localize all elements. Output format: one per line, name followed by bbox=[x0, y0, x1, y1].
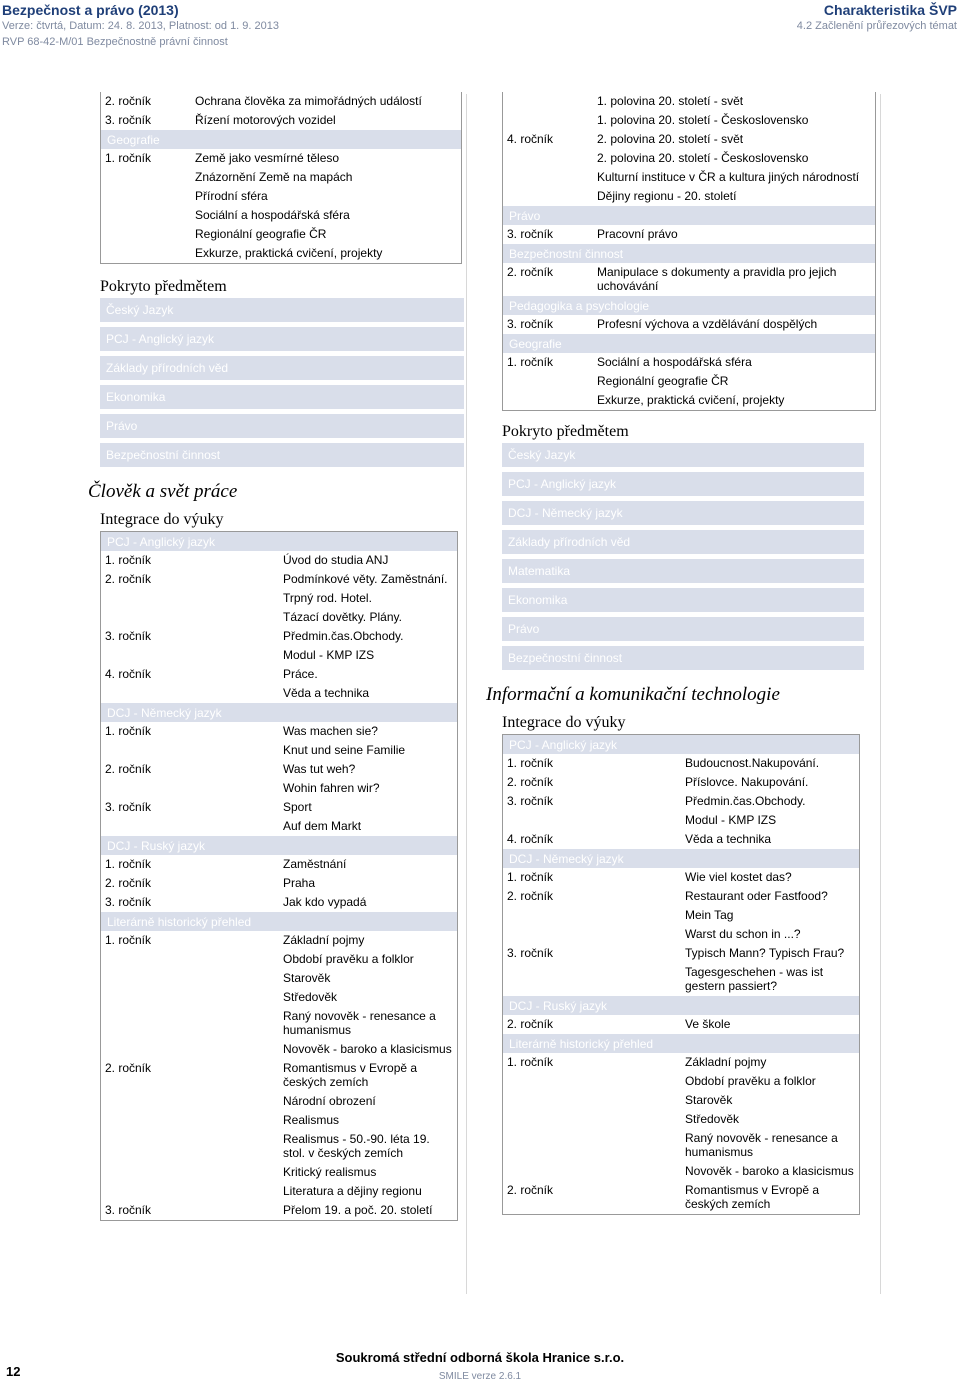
topic-cell: Auf dem Markt bbox=[283, 819, 362, 833]
year-cell: 2. ročník bbox=[507, 775, 554, 789]
year-cell: 2. ročník bbox=[105, 876, 152, 890]
table-row bbox=[101, 225, 462, 244]
year-cell bbox=[503, 811, 682, 830]
topic-cell: Realismus bbox=[283, 1113, 340, 1127]
year-cell bbox=[101, 1182, 280, 1201]
year-cell: 2. ročník bbox=[507, 265, 554, 279]
pokryto-heading: Pokryto předmětem bbox=[502, 423, 629, 440]
topic-cell: Kulturní instituce v ČR a kultura jiných národností bbox=[597, 170, 860, 184]
topic-cell: Věda a technika bbox=[685, 832, 772, 846]
topic-cell: Starověk bbox=[685, 1093, 733, 1107]
year-cell: 2. ročník bbox=[507, 1017, 554, 1031]
pokryto-list bbox=[100, 298, 464, 467]
year-cell bbox=[101, 817, 280, 836]
subject-band bbox=[503, 996, 860, 1015]
topic-cell: Přírodní sféra bbox=[195, 189, 268, 203]
topic-cell: Restaurant oder Fastfood? bbox=[685, 889, 828, 903]
table-row bbox=[503, 754, 860, 773]
year-cell: 2. ročník bbox=[105, 572, 152, 586]
subject-band-label: DCJ - Ruský jazyk bbox=[503, 996, 860, 1015]
program-line: RVP 68-42-M/01 Bezpečnostně právní činnost bbox=[2, 36, 228, 48]
subject-band bbox=[503, 244, 876, 263]
topic-cell: Předmin.čas.Obchody. bbox=[283, 629, 404, 643]
table-row bbox=[101, 1092, 458, 1111]
subject-band bbox=[101, 532, 458, 552]
integration-table bbox=[502, 734, 860, 1215]
topic-cell: Modul - KMP IZS bbox=[685, 813, 777, 827]
year-cell: 3. ročník bbox=[507, 794, 554, 808]
year-cell: 1. ročník bbox=[507, 355, 554, 369]
page-number: 12 bbox=[6, 1364, 21, 1379]
year-cell bbox=[101, 1111, 280, 1130]
subject-band bbox=[101, 912, 458, 931]
topic-cell: Řízení motorových vozidel bbox=[195, 113, 336, 127]
table-row bbox=[101, 931, 458, 950]
subject-band-label: PCJ - Anglický jazyk bbox=[101, 532, 458, 552]
document-title: Bezpečnost a právo (2013) bbox=[2, 2, 179, 18]
year-cell: 1. ročník bbox=[507, 756, 554, 770]
year-cell: 1. ročník bbox=[507, 870, 554, 884]
subject-chip: Ekonomika bbox=[100, 385, 464, 409]
table-row bbox=[503, 92, 876, 111]
topic-cell: Středověk bbox=[283, 990, 338, 1004]
table-row bbox=[101, 779, 458, 798]
integrace-heading: Integrace do výuky bbox=[100, 511, 224, 528]
topic-cell: Exkurze, praktická cvičení, projekty bbox=[597, 393, 785, 407]
year-cell bbox=[101, 1040, 280, 1059]
subject-chip: Český Jazyk bbox=[502, 443, 864, 467]
table-row bbox=[503, 111, 876, 130]
subject-chip: Ekonomika bbox=[502, 588, 864, 612]
table-row bbox=[101, 798, 458, 817]
year-cell: 3. ročník bbox=[105, 629, 152, 643]
year-cell bbox=[101, 589, 280, 608]
year-cell bbox=[503, 149, 594, 168]
year-cell bbox=[101, 608, 280, 627]
year-cell bbox=[503, 1110, 682, 1129]
table-row bbox=[101, 111, 462, 130]
subject-chip: PCJ - Anglický jazyk bbox=[502, 472, 864, 496]
continued-table bbox=[502, 92, 876, 411]
subject-chip: Matematika bbox=[502, 559, 864, 583]
table-row bbox=[101, 855, 458, 874]
topic-cell: Dějiny regionu - 20. století bbox=[597, 189, 737, 203]
topic-cell: Modul - KMP IZS bbox=[283, 648, 375, 662]
table-row bbox=[503, 773, 860, 792]
year-cell: 3. ročník bbox=[507, 317, 554, 331]
table-row bbox=[503, 1162, 860, 1181]
table-row bbox=[503, 1110, 860, 1129]
section-header-title: Charakteristika ŠVP bbox=[823, 2, 957, 18]
year-cell: 1. ročník bbox=[105, 724, 152, 738]
topic-cell: Wie viel kostet das? bbox=[685, 870, 792, 884]
table-row bbox=[503, 168, 876, 187]
topic-cell: Ve škole bbox=[685, 1017, 731, 1031]
year-cell bbox=[503, 111, 594, 130]
topic-cell: Sociální a hospodářská sféra bbox=[597, 355, 752, 369]
table-row bbox=[503, 1181, 860, 1215]
year-cell: 3. ročník bbox=[507, 946, 554, 960]
year-cell: 3. ročník bbox=[507, 227, 554, 241]
table-row bbox=[101, 988, 458, 1007]
table-row bbox=[101, 244, 462, 264]
year-cell: 2. ročník bbox=[105, 94, 152, 108]
table-row bbox=[503, 830, 860, 849]
topic-cell: Raný novověk - renesance a humanismus bbox=[685, 1131, 838, 1159]
continued-table bbox=[100, 92, 462, 264]
table-row bbox=[101, 1163, 458, 1182]
year-cell bbox=[503, 1162, 682, 1181]
topic-cell: Předmin.čas.Obchody. bbox=[685, 794, 806, 808]
topic-cell: Manipulace s dokumenty a pravidla pro jejich uchovávání bbox=[597, 265, 837, 293]
year-cell bbox=[101, 646, 280, 665]
table-row bbox=[503, 225, 876, 244]
subject-band bbox=[503, 206, 876, 225]
table-row bbox=[101, 722, 458, 741]
subject-chip: Právo bbox=[502, 617, 864, 641]
topic-cell: Was tut weh? bbox=[283, 762, 356, 776]
column-divider bbox=[880, 94, 881, 1294]
table-row bbox=[101, 1111, 458, 1130]
topic-cell: Přelom 19. a poč. 20. století bbox=[283, 1203, 433, 1217]
topic-cell: Realismus - 50.-90. léta 19. stol. v českých zemích bbox=[283, 1132, 430, 1160]
topic-cell: Regionální geografie ČR bbox=[597, 374, 729, 388]
table-row bbox=[503, 263, 876, 296]
year-cell bbox=[101, 1007, 280, 1040]
table-row bbox=[503, 372, 876, 391]
year-cell bbox=[101, 206, 192, 225]
year-cell bbox=[101, 1163, 280, 1182]
integrace-heading: Integrace do výuky bbox=[502, 714, 626, 731]
year-cell bbox=[101, 168, 192, 187]
subject-chip: Základy přírodních věd bbox=[502, 530, 864, 554]
year-cell bbox=[503, 391, 594, 411]
year-cell: 2. ročník bbox=[105, 1061, 152, 1075]
subject-chip: Český Jazyk bbox=[100, 298, 464, 322]
subject-band-label: DCJ - Německý jazyk bbox=[503, 849, 860, 868]
subject-chip: Bezpečnostní činnost bbox=[502, 646, 864, 670]
table-row bbox=[101, 817, 458, 836]
table-row bbox=[101, 893, 458, 912]
year-cell bbox=[503, 1072, 682, 1091]
table-row bbox=[503, 925, 860, 944]
year-cell: 2. ročník bbox=[105, 762, 152, 776]
year-cell: 1. ročník bbox=[507, 1055, 554, 1069]
year-cell: 2. ročník bbox=[507, 1183, 554, 1197]
year-cell bbox=[101, 244, 192, 264]
year-cell bbox=[101, 779, 280, 798]
version-line: Verze: čtvrtá, Datum: 24. 8. 2013, Platnost: od 1. 9. 2013 bbox=[2, 20, 279, 32]
software-version: SMILE verze 2.6.1 bbox=[438, 1371, 522, 1382]
topic-cell: Sociální a hospodářská sféra bbox=[195, 208, 350, 222]
topic-cell: Was machen sie? bbox=[283, 724, 378, 738]
subject-band-label: DCJ - Německý jazyk bbox=[101, 703, 458, 722]
year-cell bbox=[503, 168, 594, 187]
subject-band-label: DCJ - Ruský jazyk bbox=[101, 836, 458, 855]
subject-band bbox=[503, 1034, 860, 1053]
year-cell bbox=[503, 372, 594, 391]
table-row bbox=[101, 168, 462, 187]
subject-band-label: PCJ - Anglický jazyk bbox=[503, 735, 860, 755]
table-row bbox=[503, 792, 860, 811]
year-cell: 3. ročník bbox=[105, 800, 152, 814]
subject-band bbox=[101, 130, 462, 149]
table-row bbox=[101, 149, 462, 168]
left-column bbox=[88, 92, 464, 1221]
table-row bbox=[101, 608, 458, 627]
section-title: Informační a komunikační technologie bbox=[486, 684, 780, 705]
topic-cell: Zaměstnání bbox=[283, 857, 347, 871]
topic-cell: Warst du schon in ...? bbox=[685, 927, 801, 941]
topic-cell: 2. polovina 20. století - Československo bbox=[597, 151, 809, 165]
year-cell: 1. ročník bbox=[105, 553, 152, 567]
table-row bbox=[101, 741, 458, 760]
topic-cell: Knut und seine Familie bbox=[283, 743, 406, 757]
table-row bbox=[503, 353, 876, 372]
table-row bbox=[503, 944, 860, 963]
year-cell: 1. ročník bbox=[105, 857, 152, 871]
topic-cell: Wohin fahren wir? bbox=[283, 781, 380, 795]
topic-cell: Ochrana člověka za mimořádných událostí bbox=[195, 94, 422, 108]
topic-cell: Základní pojmy bbox=[685, 1055, 767, 1069]
subject-band-label: Literárně historický přehled bbox=[503, 1034, 860, 1053]
subject-band-label: Geografie bbox=[503, 334, 876, 353]
topic-cell: Pracovní právo bbox=[597, 227, 678, 241]
topic-cell: Příslovce. Nakupování. bbox=[685, 775, 809, 789]
table-row bbox=[101, 969, 458, 988]
topic-cell: Úvod do studia ANJ bbox=[283, 553, 389, 567]
year-cell bbox=[101, 969, 280, 988]
table-row bbox=[101, 874, 458, 893]
subject-chip: Bezpečnostní činnost bbox=[100, 443, 464, 467]
column-divider bbox=[466, 94, 467, 1294]
table-row bbox=[503, 1053, 860, 1072]
table-row bbox=[503, 149, 876, 168]
topic-cell: Trpný rod. Hotel. bbox=[283, 591, 372, 605]
subject-chip: PCJ - Anglický jazyk bbox=[100, 327, 464, 351]
topic-cell: Tagesgeschehen - was ist gestern passiert? bbox=[685, 965, 824, 993]
topic-cell: Romantismus v Evropě a českých zemích bbox=[685, 1183, 820, 1211]
right-column bbox=[486, 92, 880, 1215]
table-row bbox=[101, 1182, 458, 1201]
year-cell: 4. ročník bbox=[105, 667, 152, 681]
year-cell bbox=[503, 187, 594, 206]
year-cell bbox=[503, 92, 594, 111]
table-row bbox=[503, 1091, 860, 1110]
table-row bbox=[503, 315, 876, 334]
year-cell bbox=[101, 950, 280, 969]
table-row bbox=[101, 589, 458, 608]
topic-cell: Typisch Mann? Typisch Frau? bbox=[685, 946, 845, 960]
topic-cell: Práce. bbox=[283, 667, 318, 681]
subject-band bbox=[503, 334, 876, 353]
table-row bbox=[101, 1130, 458, 1163]
subject-band bbox=[503, 296, 876, 315]
topic-cell: Regionální geografie ČR bbox=[195, 227, 327, 241]
table-row bbox=[503, 187, 876, 206]
table-row bbox=[101, 627, 458, 646]
topic-cell: Novověk - baroko a klasicismus bbox=[283, 1042, 452, 1056]
subject-band-label: Bezpečnostní činnost bbox=[503, 244, 876, 263]
year-cell bbox=[101, 741, 280, 760]
topic-cell: 1. polovina 20. století - Československo bbox=[597, 113, 809, 127]
table-row bbox=[101, 551, 458, 570]
subject-band bbox=[503, 735, 860, 755]
topic-cell: Romantismus v Evropě a českých zemích bbox=[283, 1061, 418, 1089]
year-cell bbox=[503, 1091, 682, 1110]
table-row bbox=[101, 1059, 458, 1092]
table-row bbox=[101, 646, 458, 665]
year-cell bbox=[101, 1130, 280, 1163]
table-row bbox=[503, 811, 860, 830]
table-row bbox=[101, 92, 462, 111]
topic-cell: Jak kdo vypadá bbox=[283, 895, 367, 909]
year-cell: 3. ročník bbox=[105, 895, 152, 909]
table-row bbox=[101, 1040, 458, 1059]
topic-cell: Podmínkové věty. Zaměstnání. bbox=[283, 572, 448, 586]
year-cell bbox=[101, 225, 192, 244]
table-row bbox=[101, 1201, 458, 1221]
table-row bbox=[503, 1072, 860, 1091]
topic-cell: 2. polovina 20. století - svět bbox=[597, 132, 744, 146]
table-row bbox=[101, 760, 458, 779]
year-cell bbox=[503, 906, 682, 925]
section-title: Člověk a svět práce bbox=[88, 481, 238, 502]
year-cell: 4. ročník bbox=[507, 132, 554, 146]
integration-table bbox=[100, 531, 458, 1221]
year-cell: 3. ročník bbox=[105, 113, 152, 127]
topic-cell: Tázací dovětky. Plány. bbox=[283, 610, 402, 624]
topic-cell: Novověk - baroko a klasicismus bbox=[685, 1164, 854, 1178]
year-cell bbox=[101, 684, 280, 703]
subject-chip: Základy přírodních věd bbox=[100, 356, 464, 380]
table-row bbox=[101, 187, 462, 206]
year-cell: 3. ročník bbox=[105, 1203, 152, 1217]
table-row bbox=[503, 1015, 860, 1034]
year-cell bbox=[503, 925, 682, 944]
table-row bbox=[101, 206, 462, 225]
table-row bbox=[503, 868, 860, 887]
topic-cell: Mein Tag bbox=[685, 908, 734, 922]
subject-chip: Právo bbox=[100, 414, 464, 438]
subject-band-label: Literárně historický přehled bbox=[101, 912, 458, 931]
table-row bbox=[503, 1129, 860, 1162]
subject-band bbox=[101, 836, 458, 855]
pokryto-list bbox=[502, 443, 864, 670]
subject-band-label: Pedagogika a psychologie bbox=[503, 296, 876, 315]
table-row bbox=[503, 391, 876, 411]
topic-cell: Období pravěku a folklor bbox=[283, 952, 414, 966]
subject-band bbox=[503, 849, 860, 868]
topic-cell: Kritický realismus bbox=[283, 1165, 377, 1179]
table-row bbox=[503, 130, 876, 149]
topic-cell: Sport bbox=[283, 800, 312, 814]
section-header-subtitle: 4.2 Začlenění průřezových témat bbox=[796, 20, 957, 32]
topic-cell: Literatura a dějiny regionu bbox=[283, 1184, 422, 1198]
topic-cell: Starověk bbox=[283, 971, 331, 985]
subject-band-label: Právo bbox=[503, 206, 876, 225]
table-row bbox=[101, 950, 458, 969]
topic-cell: Praha bbox=[283, 876, 316, 890]
pokryto-heading: Pokryto předmětem bbox=[100, 278, 227, 295]
table-row bbox=[101, 684, 458, 703]
topic-cell: Znázornění Země na mapách bbox=[195, 170, 353, 184]
topic-cell: Období pravěku a folklor bbox=[685, 1074, 816, 1088]
table-row bbox=[101, 1007, 458, 1040]
table-row bbox=[101, 570, 458, 589]
subject-chip: DCJ - Německý jazyk bbox=[502, 501, 864, 525]
year-cell bbox=[101, 988, 280, 1007]
topic-cell: Budoucnost.Nakupování. bbox=[685, 756, 820, 770]
topic-cell: 1. polovina 20. století - svět bbox=[597, 94, 744, 108]
subject-band-label: Geografie bbox=[101, 130, 462, 149]
year-cell bbox=[101, 1092, 280, 1111]
topic-cell: Národní obrození bbox=[283, 1094, 376, 1108]
school-name: Soukromá střední odborná škola Hranice s.r.o. bbox=[335, 1350, 625, 1365]
year-cell bbox=[101, 187, 192, 206]
topic-cell: Země jako vesmírné těleso bbox=[195, 151, 340, 165]
year-cell: 1. ročník bbox=[105, 151, 152, 165]
table-row bbox=[503, 906, 860, 925]
table-row bbox=[503, 963, 860, 996]
subject-band bbox=[101, 703, 458, 722]
year-cell: 4. ročník bbox=[507, 832, 554, 846]
year-cell bbox=[503, 963, 682, 996]
topic-cell: Exkurze, praktická cvičení, projekty bbox=[195, 246, 383, 260]
topic-cell: Raný novověk - renesance a humanismus bbox=[283, 1009, 436, 1037]
year-cell bbox=[503, 1129, 682, 1162]
topic-cell: Středověk bbox=[685, 1112, 740, 1126]
year-cell: 1. ročník bbox=[105, 933, 152, 947]
table-row bbox=[101, 665, 458, 684]
topic-cell: Profesní výchova a vzdělávání dospělých bbox=[597, 317, 818, 331]
topic-cell: Věda a technika bbox=[283, 686, 370, 700]
table-row bbox=[503, 887, 860, 906]
year-cell: 2. ročník bbox=[507, 889, 554, 903]
topic-cell: Základní pojmy bbox=[283, 933, 365, 947]
